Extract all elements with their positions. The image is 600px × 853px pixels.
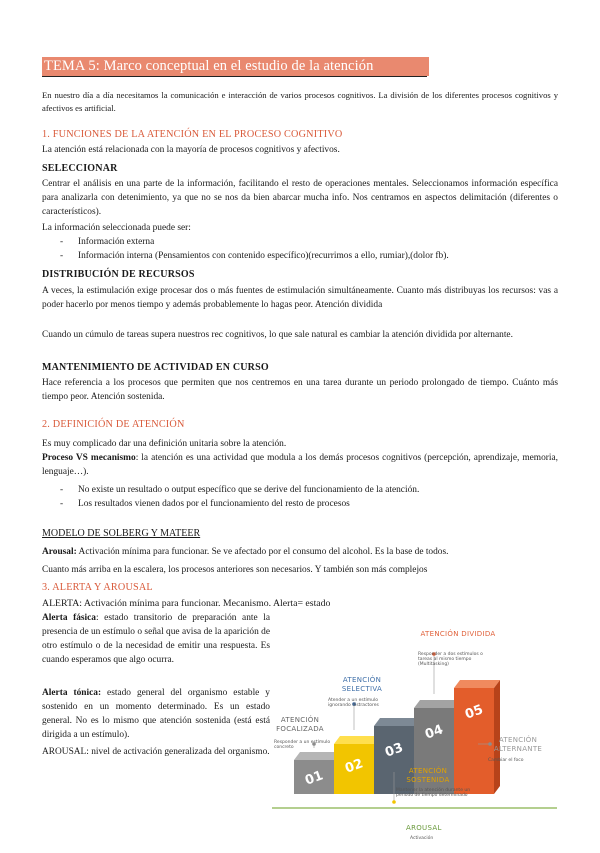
caption-arousal: Activación	[410, 836, 434, 841]
tonica-label: Alerta tónica:	[42, 688, 102, 698]
model-heading: MODELO DE SOLBERG Y MATEER	[42, 528, 201, 539]
label-dividida: ATENCIÓN DIVIDIDA	[420, 630, 496, 638]
seleccionar-heading: SELECCIONAR	[42, 163, 118, 174]
mantenimiento-text: Hace referencia a los procesos que permiten que nos centremos en una tarea durante un periodo prolongado de tiempo. Cuánto más tiempo peor. Atención sostenida.	[42, 378, 558, 402]
section-3-heading: 3. ALERTA Y AROUSAL	[42, 582, 153, 593]
distribucion-heading: DISTRIBUCIÓN DE RECURSOS	[42, 269, 195, 280]
label-arousal: AROUSAL	[406, 824, 442, 832]
step-number: 04	[423, 722, 446, 743]
section-1-heading: 1. FUNCIONES DE LA ATENCIÓN EN EL PROCESO COGNITIVO	[42, 129, 343, 140]
label-focalizada: ATENCIÓN FOCALIZADA	[276, 716, 324, 733]
section-1-text: La atención está relacionada con la mayoría de procesos cognitivos y afectivos.	[42, 145, 340, 155]
proceso-paragraph: Proceso VS mecanismo: la atención es una actividad que modula a los demás procesos cognitivos (percepción, aprendizaje, memoria, lenguaje…).	[42, 453, 558, 477]
title-underline	[42, 76, 427, 77]
label-sostenida: ATENCIÓN SOSTENIDA	[406, 767, 450, 784]
caption-dividida: Responder a dos estímulos o tareas al mismo tiempo (Multitasking)	[418, 652, 483, 667]
section-2-text: Es muy complicado dar una definición unitaria sobre la atención.	[42, 439, 287, 449]
fasica-paragraph: Alerta fásica: estado transitorio de preparación ante la presencia de un estímulo o señal que avisa de la aparición de otro estímulo o de la necesidad de emitir una respuesta. Es cuando esperamos que algo ocurra.	[42, 613, 271, 665]
caption-focalizada: Responder a un estímulo concreto	[274, 740, 331, 750]
list-item: - Los resultados vienen dados por el funcionamiento del resto de procesos	[60, 499, 350, 509]
arousal-definition: AROUSAL: nivel de activación generalizada del organismo.	[42, 747, 270, 757]
page-title: TEMA 5: Marco conceptual en el estudio de la atención	[42, 57, 429, 76]
step-number: 02	[343, 756, 366, 777]
step-number: 01	[303, 768, 326, 789]
attention-staircase-figure	[272, 612, 562, 848]
list-item: - Información interna (Pensamientos con contenido específico)(recurrimos a ello, rumiar),(dolor fb).	[60, 251, 449, 261]
label-alternante: ATENCIÓN ALTERNANTE	[493, 736, 543, 753]
list-item: - No existe un resultado o output específico que se derive del funcionamiento de la atención.	[60, 485, 420, 495]
distribucion-text-2: Cuando un cúmulo de tareas supera nuestros rec cognitivos, lo que sale natural es cambiar la atención dividida por alternante.	[42, 330, 513, 340]
intro-paragraph: En nuestro día a día necesitamos la comunicación e interacción de varios procesos cognitivos. La división de los diferentes procesos cognitivos y afectivos es artificial.	[42, 90, 558, 113]
fasica-label: Alerta fásica	[42, 613, 96, 623]
caption-sostenida: Mantener la atención durante un periodo de tiempo determinado	[396, 788, 471, 798]
list-item: - Información externa	[60, 237, 155, 247]
alerta-definition: ALERTA: Activación mínima para funcionar. Mecanismo. Alerta= estado	[42, 598, 331, 609]
label-selectiva: ATENCIÓN SELECTIVA	[341, 676, 383, 693]
proceso-label: Proceso VS mecanismo	[42, 453, 136, 463]
caption-alternante: Cambiar el foco	[488, 758, 524, 763]
seleccionar-list-intro: La información seleccionada puede ser:	[42, 223, 191, 233]
model-text-2: Cuanto más arriba en la escalera, los procesos anteriores son necesarios. Y también son más complejos	[42, 565, 428, 575]
mantenimiento-heading: MANTENIMIENTO DE ACTIVIDAD EN CURSO	[42, 362, 269, 373]
tonica-paragraph: Alerta tónica: estado general del organismo estable y sostenido en un momento determinado. Es un estado general. No es lo mismo que atención sostenida (está está dirigida a un estímulo).	[42, 688, 270, 740]
arousal-label: Arousal:	[42, 547, 77, 557]
caption-selectiva: Atender a un estímulo ignorando distractores	[328, 698, 379, 708]
section-2-heading: 2. DEFINICIÓN DE ATENCIÓN	[42, 419, 185, 430]
arousal-paragraph: Arousal: Activación mínima para funcionar. Se ve afectado por el consumo del alcohol. Es la base de todos.	[42, 547, 449, 557]
seleccionar-text: Centrar el análisis en una parte de la información, facilitando el resto de operaciones mentales. Seleccionamos información específica para analizarla con detenimiento, ya que no se nos da bien abarcar mucha info. Nos centramos en aspectos delimitación (diferentes o característicos).	[42, 179, 558, 217]
distribucion-text: A veces, la estimulación exige procesar dos o más fuentes de estimulación simultáneamente. Cuanto más distribuyas los recursos: vas a poder hacerlo por menos tiempo y además probablemente lo hagas peor. Atención dividida	[42, 286, 558, 310]
step-number: 05	[463, 702, 486, 723]
step-number: 03	[383, 740, 406, 761]
